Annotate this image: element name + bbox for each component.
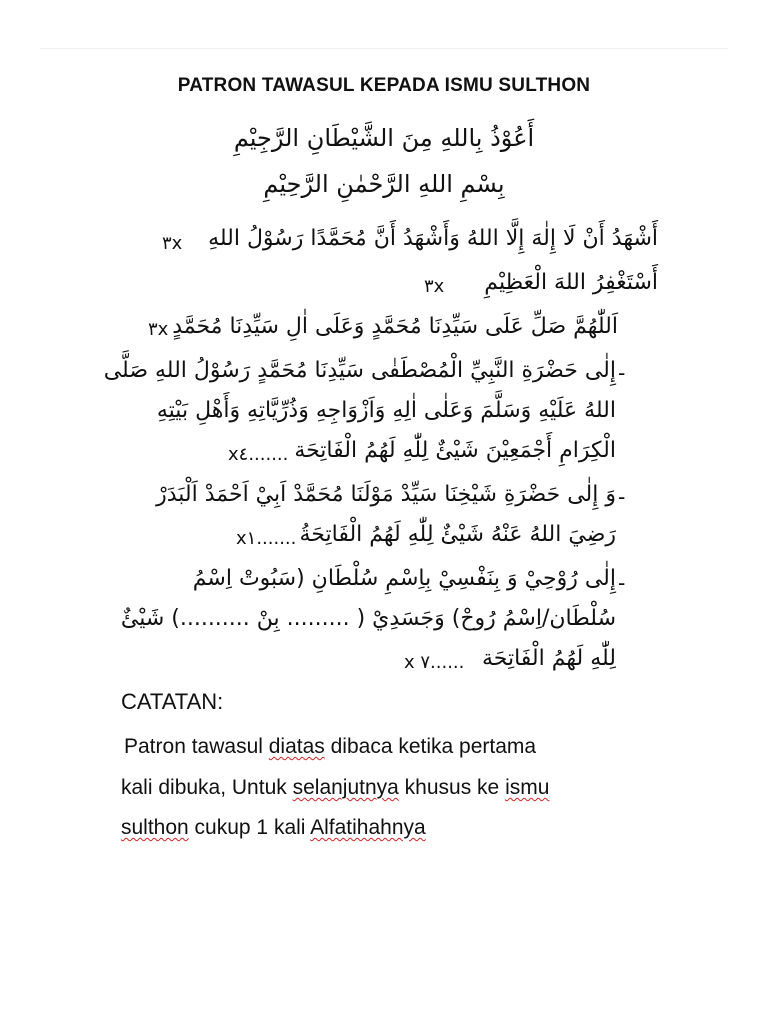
notes-line-2 bbox=[121, 776, 549, 800]
hadhrah-2-count: x١....... bbox=[236, 528, 297, 549]
taawudz-line: أَعُوْذُ بِاللهِ مِنَ الشَّيْطَانِ الرَّجِيْمِ bbox=[233, 124, 535, 152]
notes-line-1-part-c: dibaca ketika pertama bbox=[324, 735, 537, 758]
notes-line-2-part-a: kali dibuka, Untuk bbox=[121, 776, 293, 799]
notes-line-3-part-c: Alfatihahnya bbox=[310, 816, 426, 839]
notes-line-2-part-d: ismu bbox=[505, 776, 550, 799]
hadhrah-2-line-1: وَ إِلٰى حَضْرَةِ شَيْخِنَا سَيِّدْ مَوْلَنَا مُحَمَّدْ اَبِيْ اَحْمَدْ اَلْبَدَرْ bbox=[156, 482, 616, 507]
hadhrah-1-line-3: الْكِرَامِ أَجْمَعِيْنَ شَيْئٌ لِلّٰهِ لَهُمُ الْفَاتِحَة bbox=[294, 438, 616, 463]
hadhrah-1-line-2: اللهُ عَلَيْهِ وَسَلَّمَ وَعَلٰى اٰلِهِ وَاَزْوَاجِهِ وَذُرِّيَّاتِهِ وَأَهْلِ بَيْتِهِ bbox=[156, 398, 616, 423]
hadhrah-2-dash: - bbox=[618, 484, 626, 509]
sholawat-count: ٣x bbox=[148, 319, 169, 340]
istighfar-text: أَسْتَغْفِرُ اللهَ الْعَظِيْمِ bbox=[484, 270, 658, 295]
notes-heading: CATATAN: bbox=[121, 689, 224, 714]
sholawat-text: اَللّٰهُمَّ صَلِّ عَلَى سَيِّدِنَا مُحَمَّدٍ وَعَلَى اٰلِ سَيِّدِنَا مُحَمَّدٍ bbox=[172, 314, 618, 339]
hadhrah-3-line-1: إِلٰى رُوْحِيْ وَ بِنَفْسِيْ بِاِسْمِ سُلْطَانِ (سَبُوتْ اِسْمُ bbox=[192, 566, 616, 591]
hadhrah-3-count: x ٧...... bbox=[404, 652, 465, 673]
page-top-edge bbox=[40, 48, 728, 49]
hadhrah-1-dash: - bbox=[618, 360, 626, 385]
hadhrah-2-line-2: رَضِيَ اللهُ عَنْهُ شَيْئٌ لِلّٰهِ لَهُمُ الْفَاتِحَةُ bbox=[299, 522, 616, 547]
notes-line-1 bbox=[124, 735, 536, 759]
notes-line-1-part-b: diatas bbox=[268, 735, 325, 758]
hadhrah-1-count: x٤....... bbox=[228, 444, 289, 465]
basmalah-line: بِسْمِ اللهِ الرَّحْمٰنِ الرَّحِيْمِ bbox=[263, 170, 505, 198]
istighfar-count: ٣x bbox=[424, 276, 445, 297]
hadhrah-3-line-2: سُلْطَان/اِسْمُ رُوحْ) وَجَسَدِيْ ( ......... بِنْ ..........) شَيْئٌ bbox=[120, 606, 616, 631]
notes-line-2-part-c: khusus ke bbox=[398, 776, 506, 799]
syahadat-text: أَشْهَدُ أَنْ لَا إِلٰهَ إِلَّا اللهُ وَأَشْهَدُ أَنَّ مُحَمَّدًا رَسُوْلُ اللهِ bbox=[208, 226, 658, 251]
document-title: PATRON TAWASUL KEPADA ISMU SULTHON bbox=[177, 75, 591, 96]
notes-line-3 bbox=[121, 816, 426, 840]
notes-line-2-part-b: selanjutnya bbox=[292, 776, 399, 799]
notes-line-1-part-a: Patron tawasul bbox=[124, 735, 269, 758]
hadhrah-3-line-3: لِلّٰهِ لَهُمُ الْفَاتِحَة bbox=[481, 646, 616, 671]
hadhrah-3-dash: - bbox=[618, 570, 626, 595]
syahadat-count: ٣x bbox=[162, 233, 183, 254]
notes-line-3-part-a: sulthon bbox=[121, 816, 189, 839]
hadhrah-1-line-1: إِلٰى حَضْرَةِ النَّبِيِّ الْمُصْطَفٰى سَيِّدِنَا مُحَمَّدٍ رَسُوْلُ اللهِ صَلَّى bbox=[103, 358, 616, 383]
notes-line-3-part-b: cukup 1 kali bbox=[188, 816, 311, 839]
